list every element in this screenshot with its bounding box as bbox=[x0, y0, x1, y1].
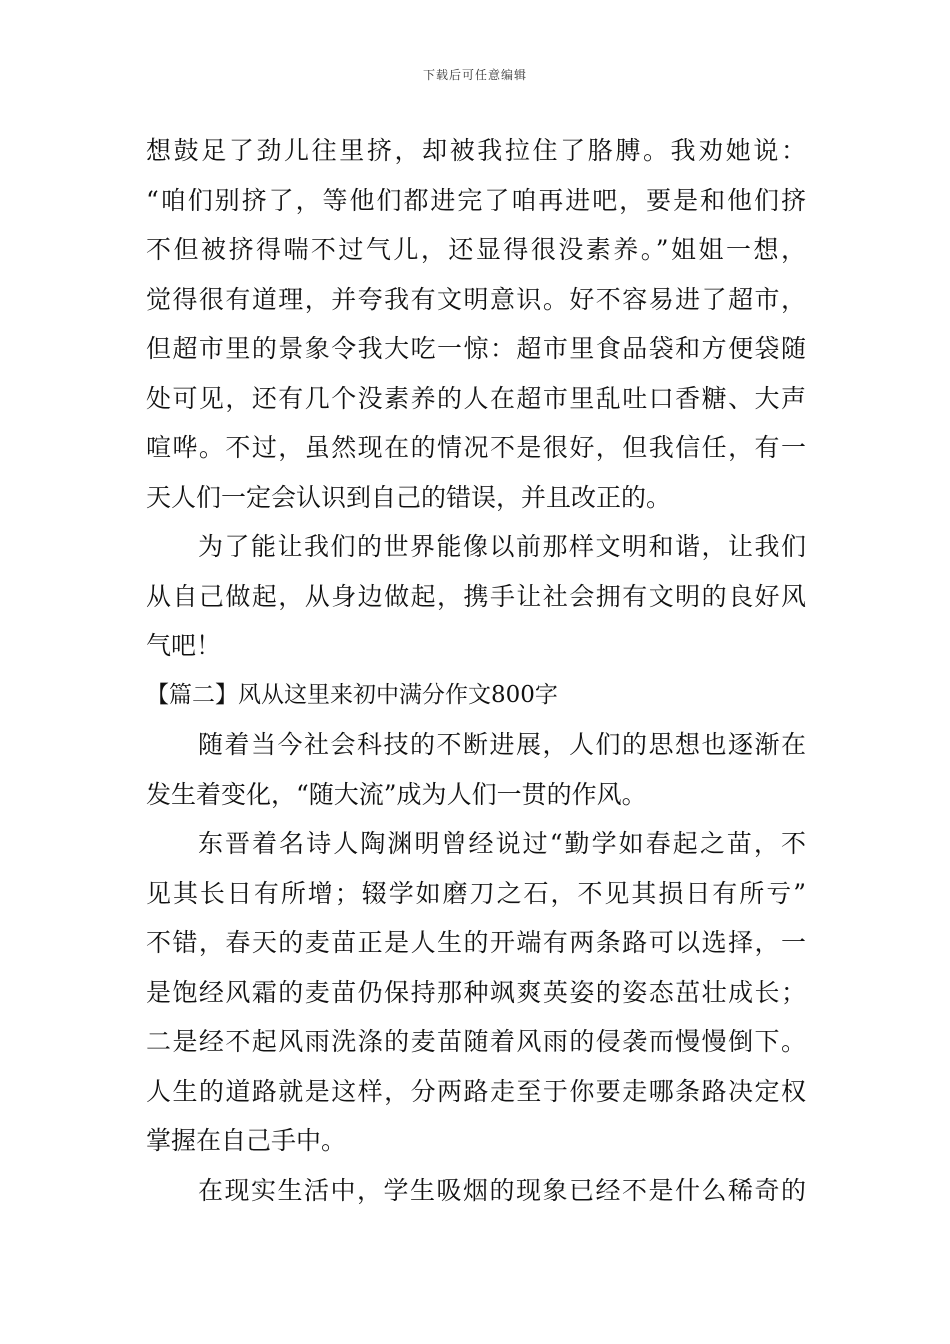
text-line: 不错，春天的麦苗正是人生的开端有两条路可以选择，一 bbox=[146, 928, 806, 957]
text-line: 为了能让我们的世界能像以前那样文明和谐，让我们 bbox=[198, 532, 806, 561]
text-line: 气吧！ bbox=[146, 631, 222, 660]
text-line: 不但被挤得喘不过气儿，还显得很没素养。”姐姐一想， bbox=[146, 235, 806, 264]
text-line: 二是经不起风雨洗涤的麦苗随着风雨的侵袭而慢慢倒下。 bbox=[146, 1027, 806, 1056]
text-line: 随着当今社会科技的不断进展，人们的思想也逐渐在 bbox=[198, 730, 806, 759]
text-line: 想鼓足了劲儿往里挤，却被我拉住了胳膊。我劝她说： bbox=[146, 136, 806, 165]
text-line: 天人们一定会认识到自己的错误，并且改正的。 bbox=[146, 482, 672, 512]
text-line: 从自己做起，从身边做起，携手让社会拥有文明的良好风 bbox=[146, 581, 806, 611]
text-line: 处可见，还有几个没素养的人在超市里乱吐口香糖、大声 bbox=[146, 383, 806, 413]
text-line: 觉得很有道理，并夸我有文明意识。好不容易进了超市， bbox=[146, 284, 806, 314]
section-heading: 【篇二】风从这里来初中满分作文800字 bbox=[146, 681, 558, 708]
text-line: 在现实生活中，学生吸烟的现象已经不是什么稀奇的 bbox=[198, 1175, 806, 1205]
text-line: 但超市里的景象令我大吃一惊：超市里食品袋和方便袋随 bbox=[146, 334, 806, 363]
text-line: “咱们别挤了，等他们都进完了咱再进吧，要是和他们挤 bbox=[146, 185, 806, 215]
text-line: 东晋着名诗人陶渊明曾经说过“勤学如春起之苗，不 bbox=[198, 829, 806, 858]
text-line: 掌握在自己手中。 bbox=[146, 1126, 347, 1155]
text-line: 见其长日有所增；辍学如磨刀之石，不见其损日有所亏” bbox=[146, 878, 806, 908]
text-line: 喧哗。不过，虽然现在的情况不是很好，但我信任，有一 bbox=[146, 433, 806, 462]
page-header: 下载后可任意编辑 bbox=[422, 68, 527, 82]
document-body bbox=[146, 126, 806, 1215]
text-line: 是饱经风霜的麦苗仍保持那种飒爽英姿的姿态茁壮成长； bbox=[146, 977, 806, 1007]
text-line: 人生的道路就是这样，分两路走至于你要走哪条路决定权 bbox=[146, 1076, 806, 1106]
text-line: 发生着变化，“随大流”成为人们一贯的作风。 bbox=[146, 779, 647, 809]
